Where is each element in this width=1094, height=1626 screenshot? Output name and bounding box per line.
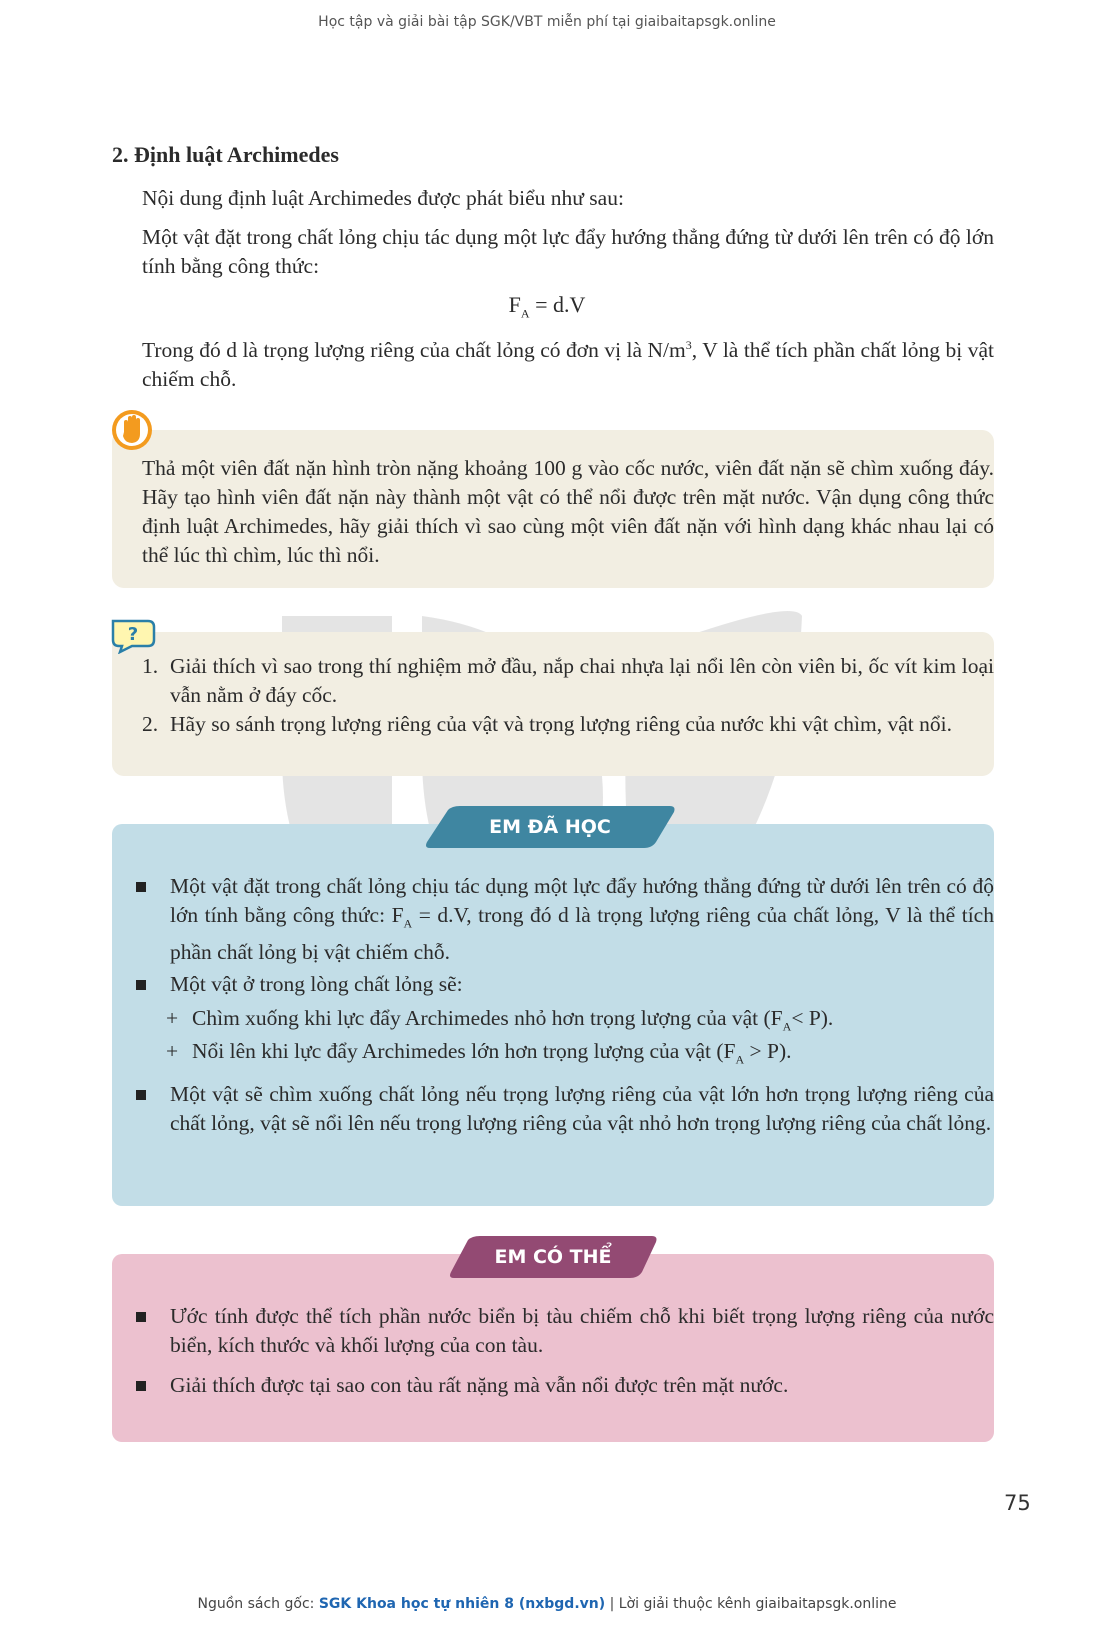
- learned-bullet: [136, 970, 994, 999]
- bullet-text: Một vật ở trong lòng chất lỏng sẽ:: [170, 972, 463, 996]
- explanation-part2: , V là thể tích phần chất lỏng bị vật chiếm chỗ.: [142, 338, 994, 392]
- learned-sub-item: [166, 1004, 994, 1041]
- bullet-square: [136, 980, 146, 990]
- formula-rhs: = d.V: [529, 292, 586, 317]
- plus-marker: +: [166, 1039, 179, 1063]
- formula-lhs: F: [508, 292, 521, 317]
- header-note: Học tập và giải bài tập SGK/VBT miễn phí tại giaibaitapsgk.online: [318, 14, 776, 30]
- plus-marker: +: [166, 1006, 179, 1030]
- question-number: 2.: [142, 712, 159, 736]
- sub-text-part: > P).: [744, 1039, 792, 1063]
- question-bubble-icon: [110, 618, 158, 654]
- bullet-text: [170, 872, 994, 967]
- question-item: [142, 710, 994, 739]
- learned-bullet: [136, 1080, 994, 1138]
- svg-text:?: ?: [127, 624, 139, 645]
- intro-paragraph: Nội dung định luật Archimedes được phát biểu như sau:: [142, 186, 624, 210]
- footer-source-link[interactable]: SGK Khoa học tự nhiên 8 (nxbgd.vn): [318, 1596, 606, 1612]
- hand-icon: [110, 408, 154, 452]
- sub-text-part: Nổi lên khi lực đẩy Archimedes lớn hơn trọng lượng của vật (F: [192, 1039, 736, 1063]
- formula: [0, 292, 1094, 321]
- law-statement: Một vật đặt trong chất lỏng chịu tác dụng một lực đẩy hướng thẳng đứng từ dưới lên trên có độ lớn tính bằng công thức:: [142, 225, 994, 278]
- learned-bullet: [136, 872, 994, 967]
- can-bullet: [136, 1371, 994, 1400]
- sub-item-text: [192, 1004, 994, 1041]
- sub-text-part: < P).: [791, 1006, 834, 1030]
- formula-explanation: [142, 331, 994, 394]
- question-text: Giải thích vì sao trong thí nghiệm mở đầu, nắp chai nhựa lại nổi lên còn viên bi, ốc vít kim loại vẫn nằm ở đáy cốc.: [170, 654, 994, 707]
- bullet-square: [136, 1090, 146, 1100]
- learned-banner-label: EM ĐÃ HỌC: [489, 816, 611, 838]
- footer: [0, 1596, 1094, 1612]
- bullet-text-part: Một vật đặt trong chất lỏng chịu tác dụng một lực đẩy hướng thẳng đứng từ dưới lên trên có độ lớn tính bằng công thức: F: [170, 874, 994, 927]
- sub-subscript: A: [735, 1052, 745, 1067]
- bullet-subscript: A: [403, 916, 413, 931]
- section-title: 2. Định luật Archimedes: [112, 142, 339, 167]
- bullet-text-part: = d.V, trong đó d là trọng lượng riêng của chất lỏng, V là thể tích phần chất lỏng bị vật chiếm chỗ.: [170, 903, 994, 965]
- question-text: Hãy so sánh trọng lượng riêng của vật và trọng lượng riêng của nước khi vật chìm, vật nổi.: [170, 712, 952, 736]
- bullet-text: Một vật sẽ chìm xuống chất lỏng nếu trọng lượng riêng của vật lớn hơn trọng lượng riêng của chất lỏng, vật sẽ nổi lên nếu trọng lượng riêng của vật nhỏ hơn trọng lượng riêng của chất lỏng.: [170, 1082, 994, 1135]
- bullet-square: [136, 1312, 146, 1322]
- sub-text-part: Chìm xuống khi lực đẩy Archimedes nhỏ hơn trọng lượng của vật (F: [192, 1006, 783, 1030]
- footer-suffix: | Lời giải thuộc kênh giaibaitapsgk.online: [605, 1596, 897, 1612]
- learned-sub-item: [166, 1037, 994, 1074]
- bullet-text: Ước tính được thể tích phần nước biển bị tàu chiếm chỗ khi biết trọng lượng riêng của nước biển, kích thước và khối lượng của con tàu.: [170, 1304, 994, 1357]
- sub-item-text: [192, 1037, 994, 1074]
- can-bullet: [136, 1302, 994, 1360]
- activity-text: Thả một viên đất nặn hình tròn nặng khoảng 100 g vào cốc nước, viên đất nặn sẽ chìm xuống đáy. Hãy tạo hình viên đất nặn này thành một vật có thể nổi được trên mặt nước. Vận dụng công thức định luật Archimedes, hãy giải thích vì sao cùng một viên đất nặn với hình dạng khác nhau lại có thể lúc thì chìm, lúc thì nổi.: [142, 456, 994, 567]
- bullet-text: Giải thích được tại sao con tàu rất nặng mà vẫn nổi được trên mặt nước.: [170, 1373, 789, 1397]
- page-number: 75: [1004, 1491, 1031, 1515]
- bullet-square: [136, 882, 146, 892]
- question-item: [142, 652, 994, 710]
- can-banner-label: EM CÓ THỂ: [494, 1246, 612, 1268]
- bullet-square: [136, 1381, 146, 1391]
- question-number: 1.: [142, 654, 159, 678]
- formula-subscript: A: [520, 306, 530, 321]
- footer-prefix: Nguồn sách gốc:: [197, 1596, 319, 1612]
- explanation-part1: Trong đó d là trọng lượng riêng của chất lỏng có đơn vị là N/m: [142, 338, 686, 363]
- sub-subscript: A: [782, 1019, 792, 1034]
- explanation-superscript: 3: [685, 338, 692, 352]
